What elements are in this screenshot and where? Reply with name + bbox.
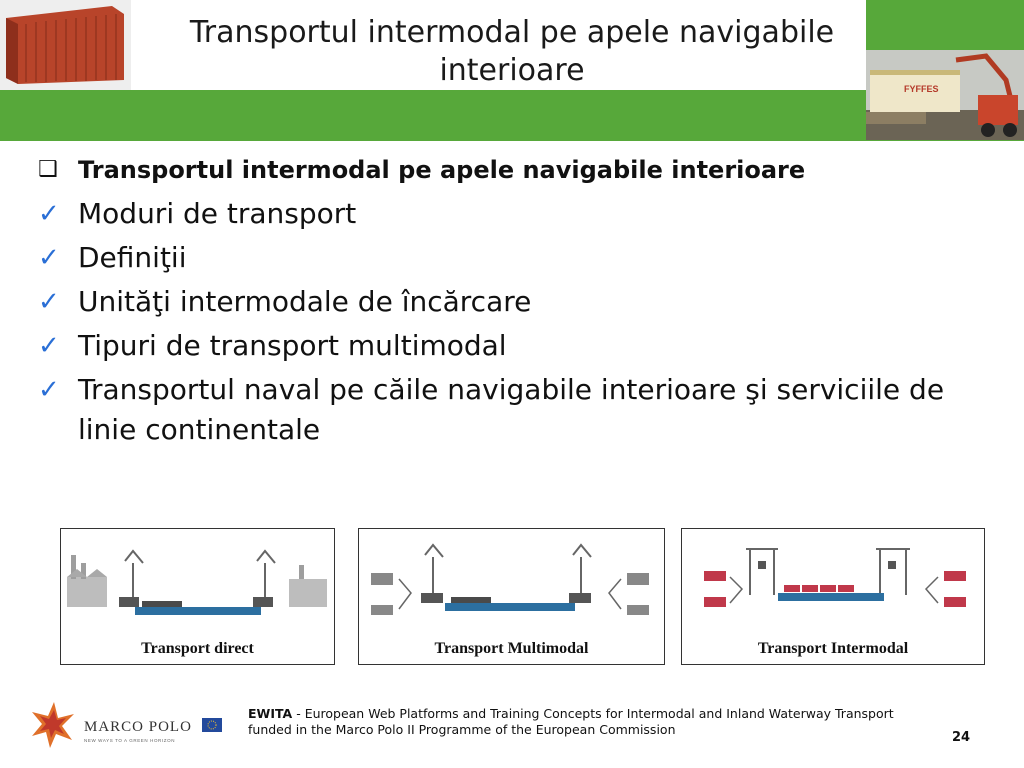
sub-bullet-3 (38, 282, 998, 322)
sub-bullet-text: Unităţi intermodale de încărcare (78, 285, 532, 318)
diagram-caption: Transport Multimodal (434, 640, 589, 657)
diagram-direct-transport (60, 528, 335, 665)
checkmark-icon: ✓ (38, 243, 60, 273)
logo-wordmark: MARCO POLO (84, 719, 192, 735)
sub-bullet-5 (38, 370, 998, 450)
checkmark-icon: ✓ (38, 331, 60, 361)
direct-transport-illustration (67, 535, 329, 635)
sub-bullet-4 (38, 326, 998, 366)
sub-bullet-2 (38, 238, 998, 278)
checkmark-icon: ✓ (38, 375, 60, 405)
logo-tagline: NEW WAYS TO A GREEN HORIZON (84, 738, 176, 743)
checkmark-icon: ✓ (38, 287, 60, 317)
footer-description: European Web Platforms and Training Concepts for Intermodal and Inland Waterway Transport funded in the Marco Polo II Programme of the European Commission (248, 706, 894, 737)
footer-brand: EWITA (248, 706, 293, 721)
diagram-caption: Transport direct (141, 640, 254, 657)
marco-polo-logo (30, 700, 225, 750)
svg-text:FYFFES: FYFFES (904, 84, 939, 94)
crane-photo (866, 50, 1024, 140)
sub-bullet-1 (38, 194, 998, 234)
main-bullet (38, 150, 998, 190)
sub-bullet-text: Transportul naval pe căile navigabile interioare şi serviciile de linie continentale (78, 373, 945, 446)
square-bullet-icon: ❑ (38, 157, 58, 182)
checkmark-icon: ✓ (38, 199, 60, 229)
sub-bullet-text: Tipuri de transport multimodal (78, 329, 507, 362)
intermodal-transport-illustration (688, 535, 980, 635)
diagram-caption: Transport Intermodal (757, 640, 909, 657)
footer-separator: - (292, 706, 305, 721)
multimodal-transport-illustration (365, 535, 659, 635)
main-bullet-text: Transportul intermodal pe apele navigabile interioare (78, 156, 806, 184)
sub-bullet-text: Moduri de transport (78, 197, 357, 230)
sub-bullet-text: Definiţii (78, 241, 187, 274)
slide-title: Transportul intermodal pe apele navigabile interioare (189, 15, 835, 88)
bullet-list (38, 150, 998, 450)
diagram-intermodal-transport (681, 528, 985, 665)
footer-text (248, 706, 908, 738)
diagram-multimodal-transport (358, 528, 665, 665)
page-number: 24 (952, 730, 971, 745)
container-photo (0, 0, 131, 90)
